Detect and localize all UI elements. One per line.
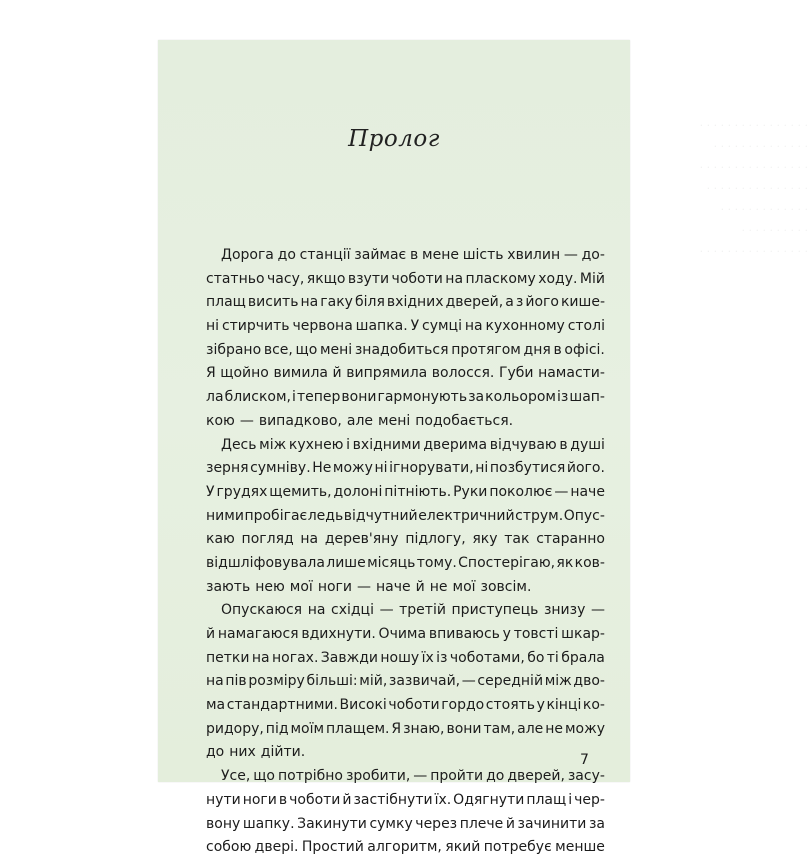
body-line: Дорога до станції займає в мене шість хвилин — до- — [221, 247, 605, 263]
body-line: ридору, під моїм плащем. Я знаю, вони там, але не можу — [206, 720, 605, 737]
body-line: Я щойно вимила й випрямила волосся. Губи намасти- — [206, 365, 605, 382]
body-line: плащ висить на гаку біля вхідних дверей, а з його кише- — [206, 294, 605, 311]
body-line: кою — випадково, але мені подобається. — [206, 412, 514, 429]
body-line: зібрано все, що мені знадобиться протягом дня в офісі. — [206, 341, 605, 358]
body-line: до них дійти. — [206, 744, 306, 761]
body-line: нути ноги в чоботи й застібнути їх. Одягнути плащ і чер- — [206, 791, 605, 808]
body-line: ма стандартними. Високі чоботи гордо стоять у кінці ко- — [206, 697, 605, 714]
body-text — [206, 244, 605, 860]
body-line: статньо часу, якщо взути чоботи на пласкому ходу. Мій — [206, 270, 605, 287]
body-line: зають нею мої ноги — наче й не мої зовсім. — [206, 578, 532, 595]
body-line: петки на ногах. Завжди ношу їх із чоботами, бо ті брала — [206, 649, 605, 666]
body-line: У грудях щемить, долоні пітніють. Руки поколює — наче — [206, 483, 605, 500]
page-number: 7 — [580, 752, 589, 768]
body-line: ні стирчить червона шапка. У сумці на кухонному столі — [206, 318, 605, 335]
body-line: ними пробігає ледь відчутний електричний струм. Опус- — [206, 507, 605, 524]
chapter-title: Пролог — [348, 126, 440, 152]
body-line: відшліфовувала лише місяць тому. Спостерігаю, як ков- — [206, 554, 605, 571]
book-page — [158, 40, 808, 856]
body-line: Усе, що потрібно зробити, — пройти до дверей, засу- — [221, 768, 605, 785]
show-through-text: . . . . . . . . . . . . . . . . . . . . . . . . . . . . . . . . . . . . . . . . . . . . . . . . . . . . . . . . . . . . . . . . . . . . . . . . . . . . . . . . . . . . . . . . . . . . . . . . . . . . — [699, 116, 808, 255]
body-line: вону шапку. Закинути сумку через плече й зачинити за — [206, 815, 605, 832]
body-line: на пів розміру більші: мій, зазвичай, — середній між дво- — [206, 673, 605, 690]
body-line: Опускаюся на східці — третій приступець знизу — — [221, 602, 605, 619]
body-line: зерня сумніву. Не можу ні ігнорувати, ні позбутися його. — [206, 460, 605, 477]
body-line: Десь між кухнею і вхідними дверима відчуваю в душі — [221, 436, 605, 453]
body-line: каю погляд на дерев'яну підлогу, яку так старанно — [206, 531, 605, 548]
body-line: й намагаюся вдихнути. Очима впиваюсь у товсті шкар- — [206, 626, 605, 642]
body-line: ла блиском, і тепер вони гармонують за кольором із шап- — [206, 389, 605, 406]
body-line: собою двері. Простий алгоритм, який потребує менше — [206, 839, 605, 856]
